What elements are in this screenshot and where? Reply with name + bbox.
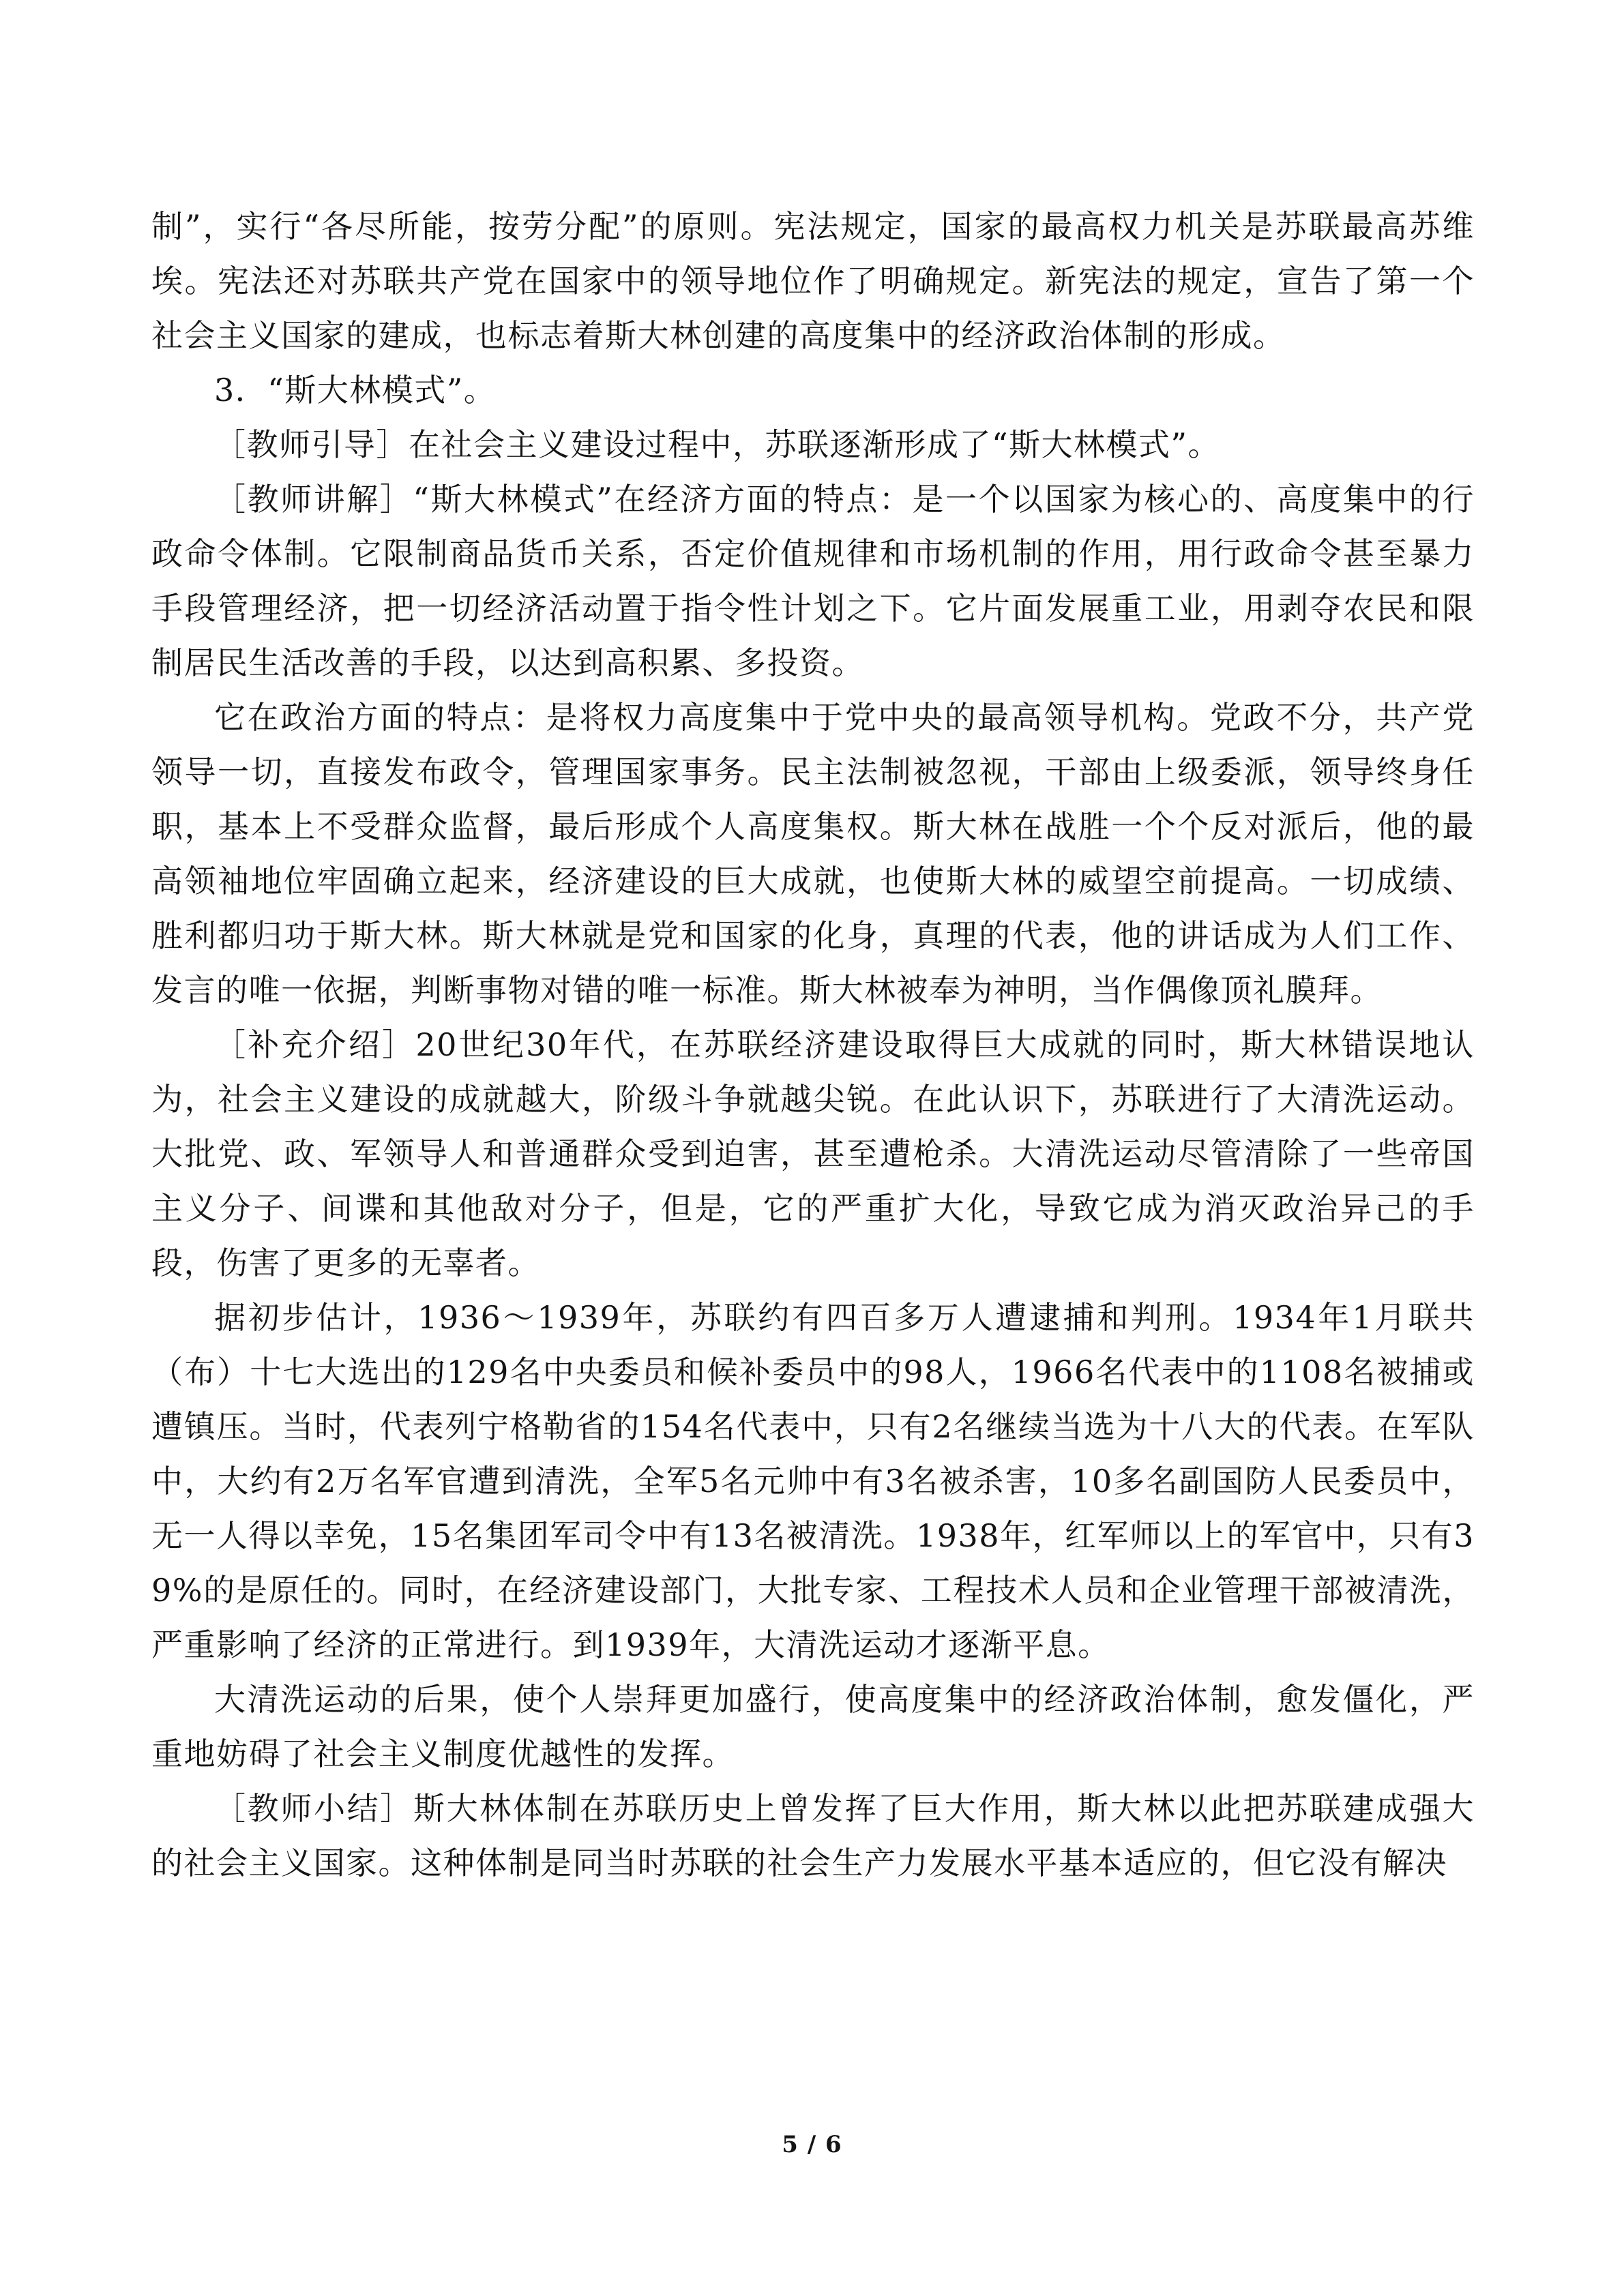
paragraph-teacher-summary: ［教师小结］斯大林体制在苏联历史上曾发挥了巨大作用，斯大林以此把苏联建成强大的社会主义国家。这种体制是同当时苏联的社会生产力发展水平基本适应的，但它没有解决 — [151, 1790, 1475, 1881]
paragraph-supplementary: ［补充介绍］20世纪30年代，在苏联经济建设取得巨大成就的同时，斯大林错误地认为，社会主义建设的成就越大，阶级斗争就越尖锐。在此认识下，苏联进行了大清洗运动。大批党、政、军领导人和普通群众受到迫害，甚至遭枪杀。大清洗运动尽管清除了一些帝国主义分子、间谍和其他敌对分子，但是，它的严重扩大化，导致它成为消灭政治异己的手段，伤害了更多的无辜者。 — [151, 1026, 1475, 1281]
page-number: 5 / 6 — [782, 2131, 842, 2158]
paragraph-teacher-guide: ［教师引导］在社会主义建设过程中，苏联逐渐形成了“斯大林模式”。 — [214, 426, 1221, 463]
paragraph-political-features: 它在政治方面的特点：是将权力高度集中于党中央的最高领导机构。党政不分，共产党领导一切，直接发布政令，管理国家事务。民主法制被忽视，干部由上级委派，领导终身任职，基本上不受群众监督，最后形成个人高度集权。斯大林在战胜一个个反对派后，他的最高领袖地位牢固确立起来，经济建设的巨大成就，也使斯大林的威望空前提高。一切成绩、胜利都归功于斯大林。斯大林就是党和国家的化身，真理的代表，他的讲话成为人们工作、发言的唯一依据，判断事物对错的唯一标准。斯大林被奉为神明，当作偶像顶礼膜拜。 — [151, 699, 1475, 1009]
paragraph-teacher-lecture: ［教师讲解］“斯大林模式”在经济方面的特点：是一个以国家为核心的、高度集中的行政命令体制。它限制商品货币关系，否定价值规律和市场机制的作用，用行政命令甚至暴力手段管理经济，把一切经济活动置于指令性计划之下。它片面发展重工业，用剥夺农民和限制居民生活改善的手段，以达到高积累、多投资。 — [151, 481, 1475, 681]
section-heading-stalin-model: 3．“斯大林模式”。 — [214, 372, 497, 408]
paragraph-1: 制”，实行“各尽所能，按劳分配”的原则。宪法规定，国家的最高权力机关是苏联最高苏维埃。宪法还对苏联共产党在国家中的领导地位作了明确规定。新宪法的规定，宣告了第一个社会主义国家的建成，也标志着斯大林创建的高度集中的经济政治体制的形成。 — [151, 208, 1475, 354]
paragraph-consequences: 大清洗运动的后果，使个人崇拜更加盛行，使高度集中的经济政治体制，愈发僵化，严重地妨碍了社会主义制度优越性的发挥。 — [151, 1681, 1475, 1772]
body-text — [151, 199, 1475, 1890]
paragraph-estimates: 据初步估计，1936～1939年，苏联约有四百多万人遭逮捕和判刑。1934年1月联共（布）十七大选出的129名中央委员和候补委员中的98人，1966名代表中的1108名被捕或遭镇压。当时，代表列宁格勒省的154名代表中，只有2名继续当选为十八大的代表。在军队中，大约有2万名军官遭到清洗，全军5名元帅中有3名被杀害，10多名副国防人民委员中，无一人得以幸免，15名集团军司令中有13名被清洗。1938年，红军师以上的军官中，只有39%的是原任的。同时，在经济建设部门，大批专家、工程技术人员和企业管理干部被清洗，严重影响了经济的正常进行。到1939年，大清洗运动才逐渐平息。 — [151, 1299, 1475, 1663]
